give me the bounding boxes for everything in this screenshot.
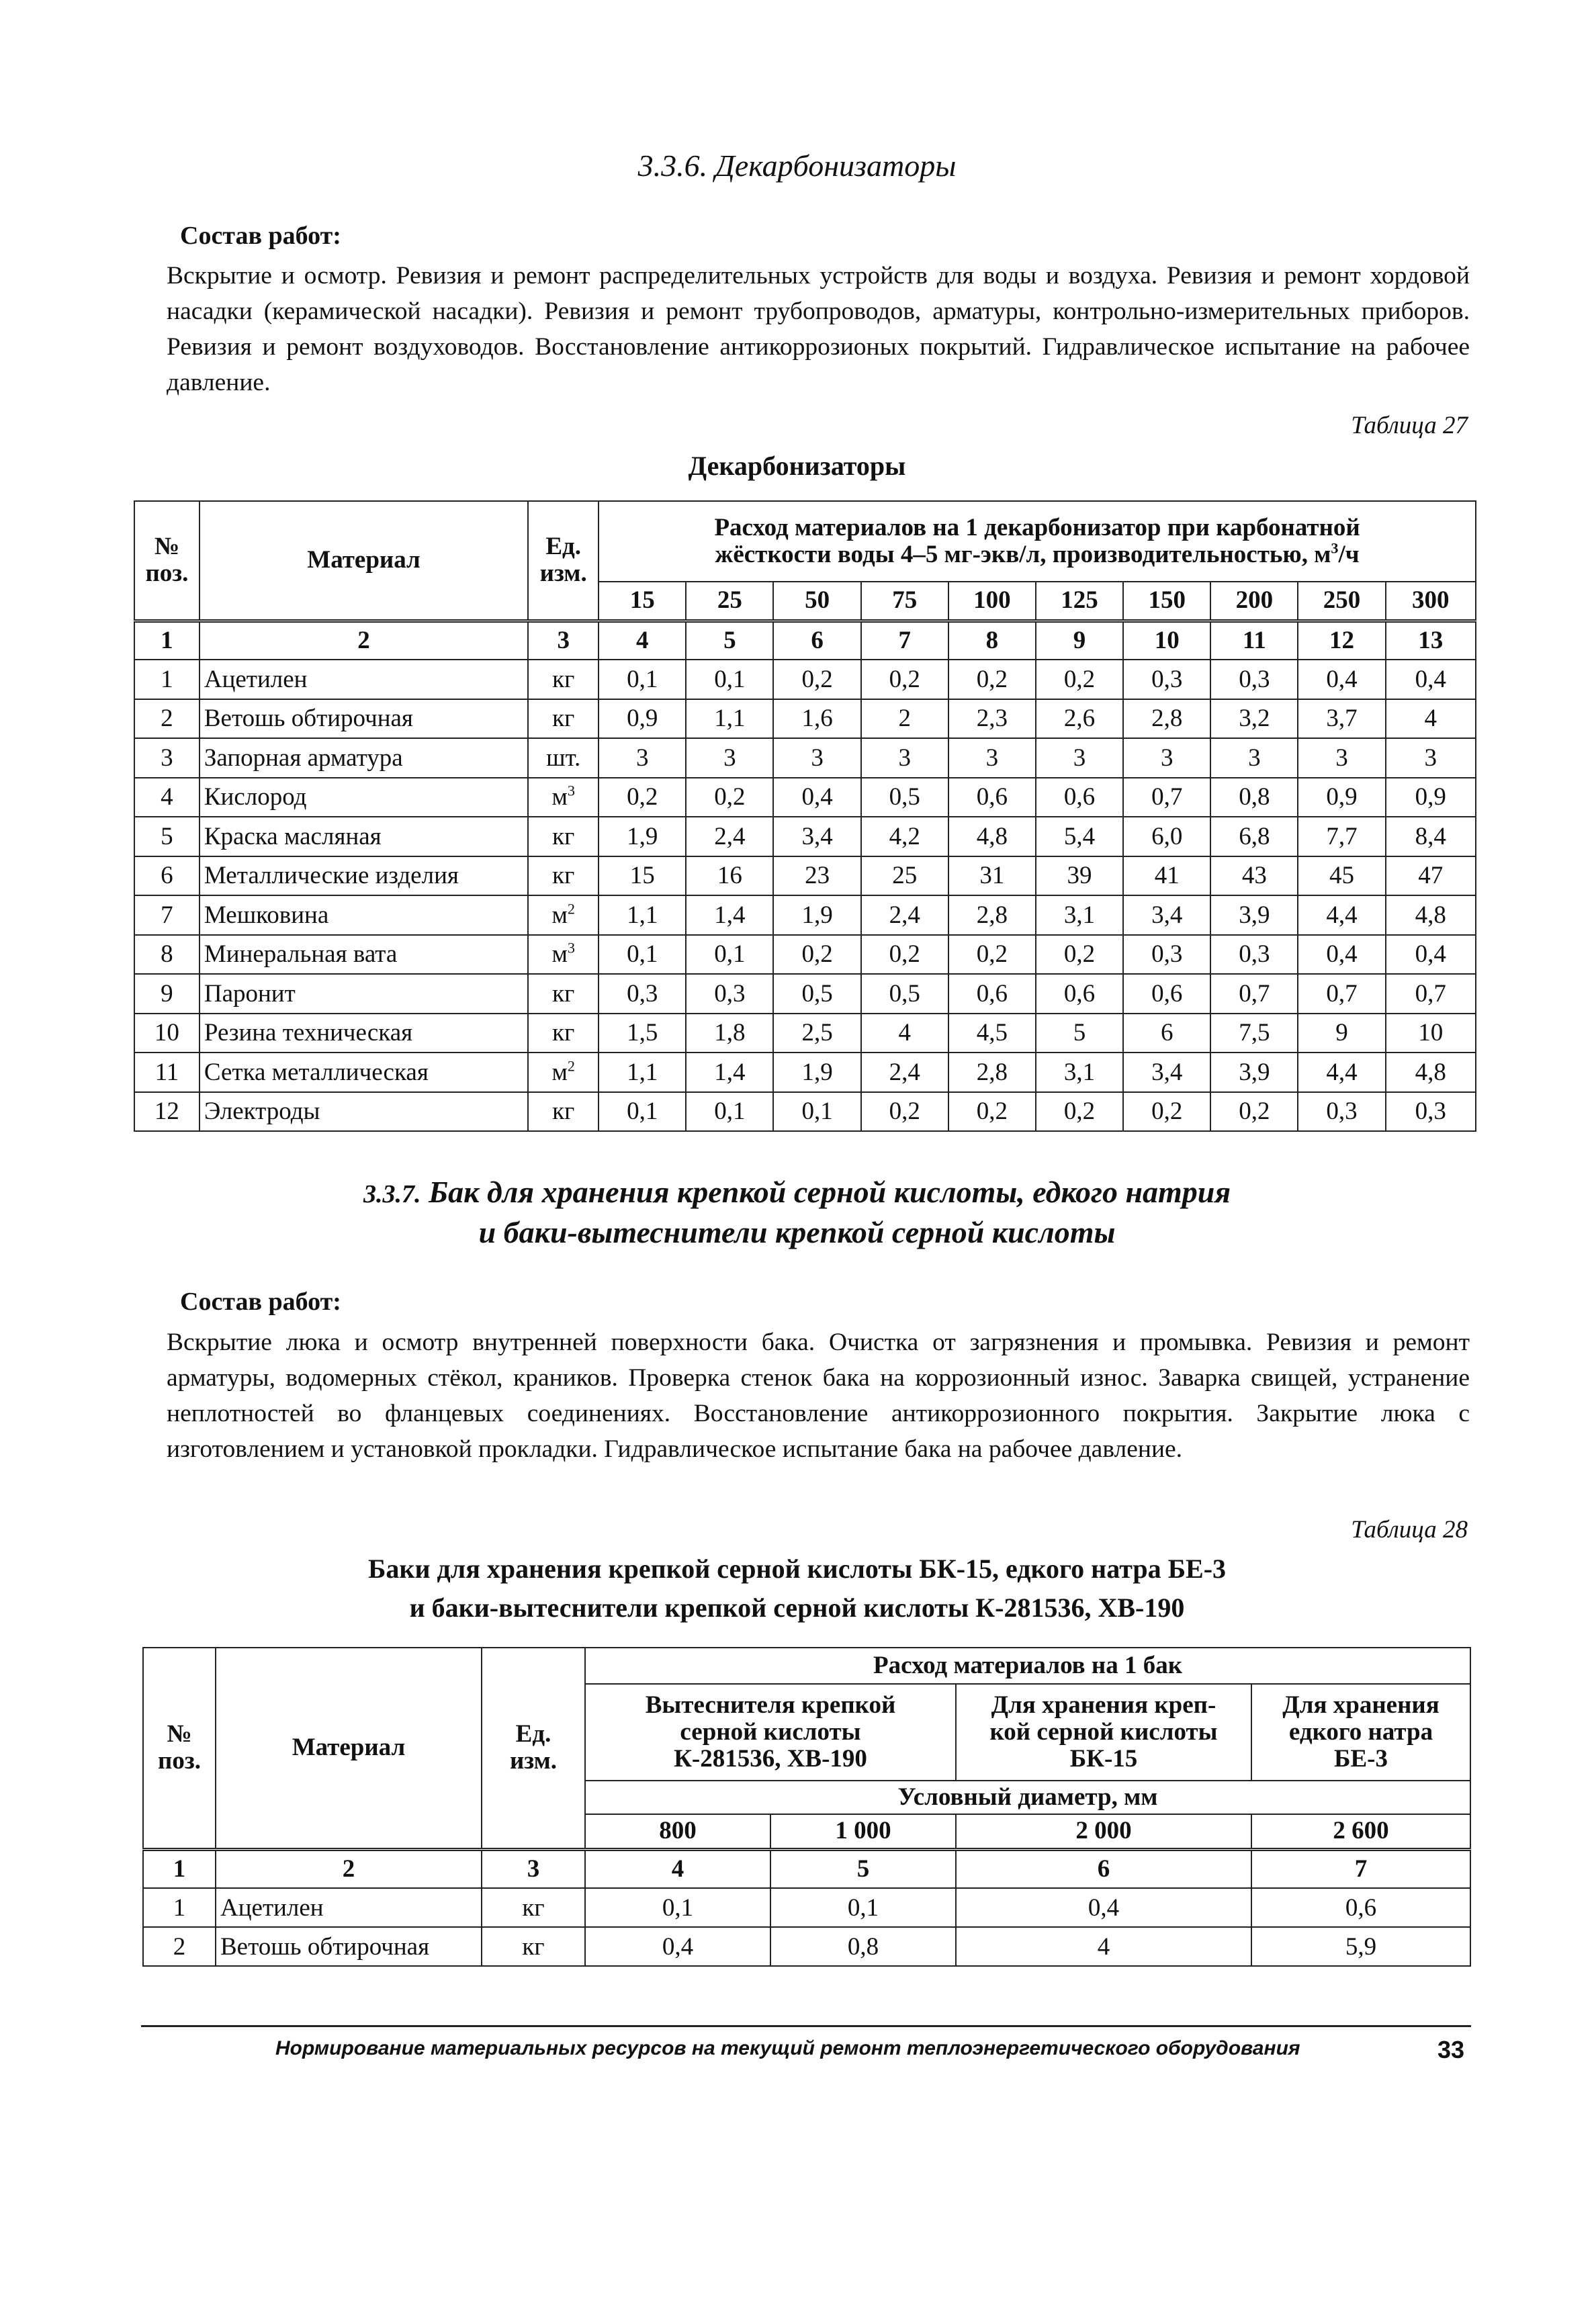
row-pos: 6: [134, 856, 200, 896]
row-value: 4,2: [861, 817, 948, 856]
row-value: 6: [1123, 1014, 1210, 1053]
row-value: 3,9: [1210, 1053, 1298, 1092]
row-value: 0,2: [861, 1092, 948, 1132]
row-value: 0,8: [770, 1927, 956, 1966]
column-number: 3: [482, 1849, 585, 1888]
row-value: 0,2: [1123, 1092, 1210, 1132]
capacity-header: 100: [948, 582, 1036, 621]
unit-text: м: [551, 940, 568, 969]
row-value: 6,0: [1123, 817, 1210, 856]
row-value: 3: [773, 738, 860, 778]
unit-exponent: 3: [567, 939, 575, 956]
row-value: 0,6: [1036, 974, 1123, 1014]
row-value: 3,1: [1036, 895, 1123, 935]
row-material: Ветошь обтирочная: [200, 699, 528, 739]
row-unit: [528, 699, 599, 739]
row-value: 4,8: [1386, 1053, 1476, 1092]
row-value: 0,1: [773, 1092, 860, 1132]
row-value: 2,3: [948, 699, 1036, 739]
row-value: 0,4: [1386, 660, 1476, 699]
row-pos: 5: [134, 817, 200, 856]
column-number: 13: [1386, 621, 1476, 660]
row-value: 0,2: [773, 935, 860, 975]
column-number: 7: [861, 621, 948, 660]
row-pos: 11: [134, 1053, 200, 1092]
row-value: 0,2: [1036, 935, 1123, 975]
capacity-header: 75: [861, 582, 948, 621]
table-28: [142, 1647, 1471, 1967]
row-value: 0,7: [1210, 974, 1298, 1014]
row-material: Резина техническая: [200, 1014, 528, 1053]
row-value: 1,9: [599, 817, 686, 856]
row-value: 0,3: [686, 974, 773, 1014]
row-value: 1,8: [686, 1014, 773, 1053]
row-value: 0,7: [1123, 778, 1210, 817]
row-value: 0,9: [599, 699, 686, 739]
row-material: Ацетилен: [200, 660, 528, 699]
row-value: 0,3: [1210, 660, 1298, 699]
unit-text: шт.: [546, 744, 581, 772]
unit-text: кг: [552, 705, 575, 733]
row-value: 9: [1298, 1014, 1385, 1053]
row-value: 1,4: [686, 895, 773, 935]
unit-exponent: 2: [567, 1057, 575, 1075]
table-row: [134, 895, 1476, 935]
row-value: 0,1: [770, 1888, 956, 1927]
row-value: 41: [1123, 856, 1210, 896]
table-28-title-line2: и баки-вытеснители крепкой серной кислоты К-281536, ХВ-190: [409, 1593, 1185, 1623]
column-number: 10: [1123, 621, 1210, 660]
row-value: 23: [773, 856, 860, 896]
row-value: 0,2: [1210, 1092, 1298, 1132]
row-value: 0,4: [1298, 935, 1385, 975]
row-value: 0,4: [585, 1927, 770, 1966]
row-value: 15: [599, 856, 686, 896]
table-row: [134, 1053, 1476, 1092]
row-value: 0,4: [1298, 660, 1385, 699]
row-unit: [528, 856, 599, 896]
row-value: 43: [1210, 856, 1298, 896]
table-row: [134, 1014, 1476, 1053]
row-value: 4,5: [948, 1014, 1036, 1053]
row-unit: [528, 1053, 599, 1092]
column-number: 6: [773, 621, 860, 660]
capacity-header: 50: [773, 582, 860, 621]
row-value: 2,4: [861, 895, 948, 935]
row-value: 2,5: [773, 1014, 860, 1053]
work-composition-label-2: Состав работ:: [180, 1288, 341, 1316]
unit-text: м: [551, 901, 568, 929]
diameter-header: 1 000: [770, 1814, 956, 1849]
row-material: Ацетилен: [216, 1888, 482, 1927]
row-value: 0,5: [773, 974, 860, 1014]
row-value: 1,9: [773, 1053, 860, 1092]
capacity-header: 125: [1036, 582, 1123, 621]
column-number: 7: [1251, 1849, 1470, 1888]
row-pos: 2: [143, 1927, 216, 1966]
table-row: [134, 935, 1476, 975]
row-value: 4,8: [1386, 895, 1476, 935]
row-value: 2,8: [948, 895, 1036, 935]
row-value: 0,4: [773, 778, 860, 817]
row-value: 0,2: [948, 935, 1036, 975]
row-unit: кг: [482, 1888, 585, 1927]
row-value: 2: [861, 699, 948, 739]
row-value: 2,4: [686, 817, 773, 856]
row-value: 0,2: [686, 778, 773, 817]
column-number: 9: [1036, 621, 1123, 660]
work-composition-label: Состав работ:: [180, 222, 341, 250]
row-value: 5,4: [1036, 817, 1123, 856]
row-unit: [528, 974, 599, 1014]
row-value: 0,1: [599, 1092, 686, 1132]
row-value: 0,8: [1210, 778, 1298, 817]
diameter-header: 800: [585, 1814, 770, 1849]
row-value: 3: [1298, 738, 1385, 778]
header-displacer: Вытеснителя крепкой серной кислоты К-281536, ХВ-190: [585, 1684, 956, 1781]
capacity-header: 200: [1210, 582, 1298, 621]
column-number-row: [143, 1849, 1470, 1888]
row-pos: 10: [134, 1014, 200, 1053]
row-value: 7,7: [1298, 817, 1385, 856]
row-value: 31: [948, 856, 1036, 896]
row-value: 0,2: [948, 1092, 1036, 1132]
row-value: 4,8: [948, 817, 1036, 856]
row-value: 0,4: [956, 1888, 1251, 1927]
table-27-label: Таблица 27: [1351, 412, 1468, 439]
column-number: 1: [143, 1849, 216, 1888]
table-27-title: Декарбонизаторы: [688, 451, 906, 481]
row-value: 3: [1036, 738, 1123, 778]
column-number: 4: [599, 621, 686, 660]
column-number: 3: [528, 621, 599, 660]
unit-text: кг: [552, 822, 575, 850]
row-unit: кг: [482, 1927, 585, 1966]
table-row: [134, 1092, 1476, 1132]
section-heading-decarbonizers: 3.3.6. Декарбонизаторы: [637, 148, 957, 183]
row-value: 0,3: [1386, 1092, 1476, 1132]
row-value: 1,1: [599, 895, 686, 935]
row-value: 2,8: [948, 1053, 1036, 1092]
column-number: 11: [1210, 621, 1298, 660]
row-material: Запорная арматура: [200, 738, 528, 778]
table-row: [143, 1927, 1470, 1966]
row-value: 5: [1036, 1014, 1123, 1053]
column-number: 2: [200, 621, 528, 660]
capacity-header: 25: [686, 582, 773, 621]
row-value: 3: [686, 738, 773, 778]
header-material: Материал: [216, 1648, 482, 1849]
row-value: 2,8: [1123, 699, 1210, 739]
row-value: 4,4: [1298, 895, 1385, 935]
row-value: 2,4: [861, 1053, 948, 1092]
table-row: [134, 817, 1476, 856]
row-unit: [528, 817, 599, 856]
row-value: 0,2: [773, 660, 860, 699]
row-material: Электроды: [200, 1092, 528, 1132]
footer-rule: [141, 2025, 1471, 2027]
row-value: 0,1: [585, 1888, 770, 1927]
unit-text: кг: [552, 1019, 575, 1047]
row-pos: 4: [134, 778, 200, 817]
table-28-title-line1: Баки для хранения крепкой серной кислоты БК-15, едкого натра БЕ-3: [367, 1554, 1227, 1584]
row-value: 3,7: [1298, 699, 1385, 739]
row-value: 0,1: [686, 660, 773, 699]
row-value: 0,1: [599, 935, 686, 975]
row-pos: 9: [134, 974, 200, 1014]
unit-text: кг: [552, 979, 575, 1008]
unit-text: кг: [552, 862, 575, 890]
row-value: 0,1: [599, 660, 686, 699]
row-value: 0,6: [948, 974, 1036, 1014]
row-value: 4,4: [1298, 1053, 1385, 1092]
unit-text: кг: [552, 665, 575, 693]
row-pos: 8: [134, 935, 200, 975]
row-value: 1,6: [773, 699, 860, 739]
row-value: 3: [1210, 738, 1298, 778]
header-caustic-storage: Для хранения едкого натра БЕ-3: [1251, 1684, 1470, 1781]
row-value: 39: [1036, 856, 1123, 896]
work-composition-text-2: Вскрытие люка и осмотр внутренней поверхности бака. Очистка от загрязнения и промывка. Ревизия и ремонт арматуры, водомерных стёкол, краников. Проверка стенок бака на коррозионный износ. Заварка свищей, устранение неплотностей во фланцевых соединениях. Восстановление антикоррозионного покрытия. Закрытие люка с изготовлением и установкой прокладки. Гидравлическое испытание бака на рабочее давление.: [167, 1329, 1470, 1463]
row-value: 3,4: [1123, 895, 1210, 935]
row-value: 0,3: [1298, 1092, 1385, 1132]
capacity-header: 150: [1123, 582, 1210, 621]
capacity-header: 15: [599, 582, 686, 621]
row-value: 16: [686, 856, 773, 896]
row-value: 3: [861, 738, 948, 778]
column-number: 2: [216, 1849, 482, 1888]
section-heading-tanks-line2: и баки-вытеснители крепкой серной кислоты: [478, 1215, 1116, 1249]
row-value: 0,1: [686, 1092, 773, 1132]
header-pos: № поз.: [134, 501, 200, 621]
row-value: 0,2: [861, 935, 948, 975]
row-material: Краска масляная: [200, 817, 528, 856]
header-acid-storage: Для хранения креп- кой серной кислоты БК-15: [956, 1684, 1251, 1781]
row-value: 0,9: [1298, 778, 1385, 817]
work-composition-text: Вскрытие и осмотр. Ревизия и ремонт распределительных устройств для воды и воздуха. Ревизия и ремонт хордовой насадки (керамической насадки). Ревизия и ремонт трубопроводов, арматуры, контрольно-измерительных приборов. Ревизия и ремонт воздуховодов. Восстановление антикоррозионых покрытий. Гидравлическое испытание на рабочее давление.: [167, 262, 1470, 396]
table-row: [134, 660, 1476, 699]
row-value: 0,2: [1036, 660, 1123, 699]
row-value: 7,5: [1210, 1014, 1298, 1053]
row-value: 3,4: [773, 817, 860, 856]
row-value: 0,2: [948, 660, 1036, 699]
row-value: 0,3: [1123, 660, 1210, 699]
row-value: 3,2: [1210, 699, 1298, 739]
column-number: 5: [770, 1849, 956, 1888]
row-pos: 3: [134, 738, 200, 778]
table-row: [134, 778, 1476, 817]
row-value: 0,3: [1210, 935, 1298, 975]
row-value: 45: [1298, 856, 1385, 896]
table-row: [134, 974, 1476, 1014]
unit-text: м: [551, 783, 568, 811]
table-row: [134, 738, 1476, 778]
capacity-header: 300: [1386, 582, 1476, 621]
row-value: 0,7: [1298, 974, 1385, 1014]
row-pos: 12: [134, 1092, 200, 1132]
header-consumption-group: Расход материалов на 1 бак: [585, 1648, 1470, 1684]
row-value: 4: [861, 1014, 948, 1053]
row-value: 1,9: [773, 895, 860, 935]
column-number: 6: [956, 1849, 1251, 1888]
row-value: 3: [1123, 738, 1210, 778]
page-number: 33: [1437, 2036, 1465, 2063]
row-material: Сетка металлическая: [200, 1053, 528, 1092]
table-row: [143, 1888, 1470, 1927]
row-value: 47: [1386, 856, 1476, 896]
row-value: 0,4: [1386, 935, 1476, 975]
row-value: 0,1: [686, 935, 773, 975]
row-value: 0,2: [599, 778, 686, 817]
row-value: 0,5: [861, 778, 948, 817]
column-number: 12: [1298, 621, 1385, 660]
unit-exponent: 2: [567, 900, 575, 918]
row-value: 2,6: [1036, 699, 1123, 739]
unit-exponent: 3: [567, 782, 575, 799]
row-unit: [528, 1092, 599, 1132]
row-value: 10: [1386, 1014, 1476, 1053]
row-value: 0,6: [948, 778, 1036, 817]
row-value: 1,1: [599, 1053, 686, 1092]
unit-text: м: [551, 1058, 568, 1086]
row-value: 3,9: [1210, 895, 1298, 935]
row-value: 1,1: [686, 699, 773, 739]
capacity-header: 250: [1298, 582, 1385, 621]
row-unit: [528, 1014, 599, 1053]
header-unit: Ед. изм.: [482, 1648, 585, 1849]
column-number: 5: [686, 621, 773, 660]
table-row: [134, 856, 1476, 896]
header-unit: Ед. изм.: [528, 501, 599, 621]
row-unit: [528, 660, 599, 699]
row-value: 0,2: [1036, 1092, 1123, 1132]
row-unit: [528, 895, 599, 935]
row-value: 4: [956, 1927, 1251, 1966]
column-number: 4: [585, 1849, 770, 1888]
row-value: 3: [948, 738, 1036, 778]
row-value: 25: [861, 856, 948, 896]
table-27: [134, 500, 1476, 1132]
row-material: Паронит: [200, 974, 528, 1014]
row-value: 3: [1386, 738, 1476, 778]
header-diameter: Условный диаметр, мм: [585, 1781, 1470, 1814]
column-number: 8: [948, 621, 1036, 660]
row-material: Мешковина: [200, 895, 528, 935]
table-28-label: Таблица 28: [1351, 1516, 1468, 1544]
row-value: 1,4: [686, 1053, 773, 1092]
row-value: 0,6: [1251, 1888, 1470, 1927]
row-unit: [528, 738, 599, 778]
row-pos: 7: [134, 895, 200, 935]
row-pos: 1: [134, 660, 200, 699]
header-material: Материал: [200, 501, 528, 621]
row-unit: [528, 935, 599, 975]
row-material: Минеральная вата: [200, 935, 528, 975]
row-value: 0,6: [1123, 974, 1210, 1014]
diameter-header: 2 600: [1251, 1814, 1470, 1849]
table-row: [134, 699, 1476, 739]
row-material: Металлические изделия: [200, 856, 528, 896]
row-value: 8,4: [1386, 817, 1476, 856]
row-pos: 2: [134, 699, 200, 739]
row-value: 0,2: [861, 660, 948, 699]
header-consumption-group: Расход материалов на 1 декарбонизатор при карбонатной жёсткости воды 4–5 мг-экв/л, производительностью, $м^3/ч$: [599, 501, 1476, 582]
row-value: 0,9: [1386, 778, 1476, 817]
row-unit: [528, 778, 599, 817]
row-value: 0,5: [861, 974, 948, 1014]
row-material: Кислород: [200, 778, 528, 817]
row-value: 5,9: [1251, 1927, 1470, 1966]
row-value: 1,5: [599, 1014, 686, 1053]
row-pos: 1: [143, 1888, 216, 1927]
header-pos: № поз.: [143, 1648, 216, 1849]
column-number-row: [134, 621, 1476, 660]
unit-text: кг: [552, 1098, 575, 1126]
row-value: 6,8: [1210, 817, 1298, 856]
row-value: 0,6: [1036, 778, 1123, 817]
row-value: 3,1: [1036, 1053, 1123, 1092]
diameter-header: 2 000: [956, 1814, 1251, 1849]
row-material: Ветошь обтирочная: [216, 1927, 482, 1966]
row-value: 0,3: [1123, 935, 1210, 975]
row-value: 3,4: [1123, 1053, 1210, 1092]
section-heading-tanks: 3.3.7. Бак для хранения крепкой серной кислоты, едкого натрия: [363, 1175, 1231, 1209]
row-value: 4: [1386, 699, 1476, 739]
footer-title: Нормирование материальных ресурсов на текущий ремонт теплоэнергетического оборудования: [275, 2037, 1300, 2059]
column-number: 1: [134, 621, 200, 660]
row-value: 3: [599, 738, 686, 778]
row-value: 0,7: [1386, 974, 1476, 1014]
row-value: 0,3: [599, 974, 686, 1014]
